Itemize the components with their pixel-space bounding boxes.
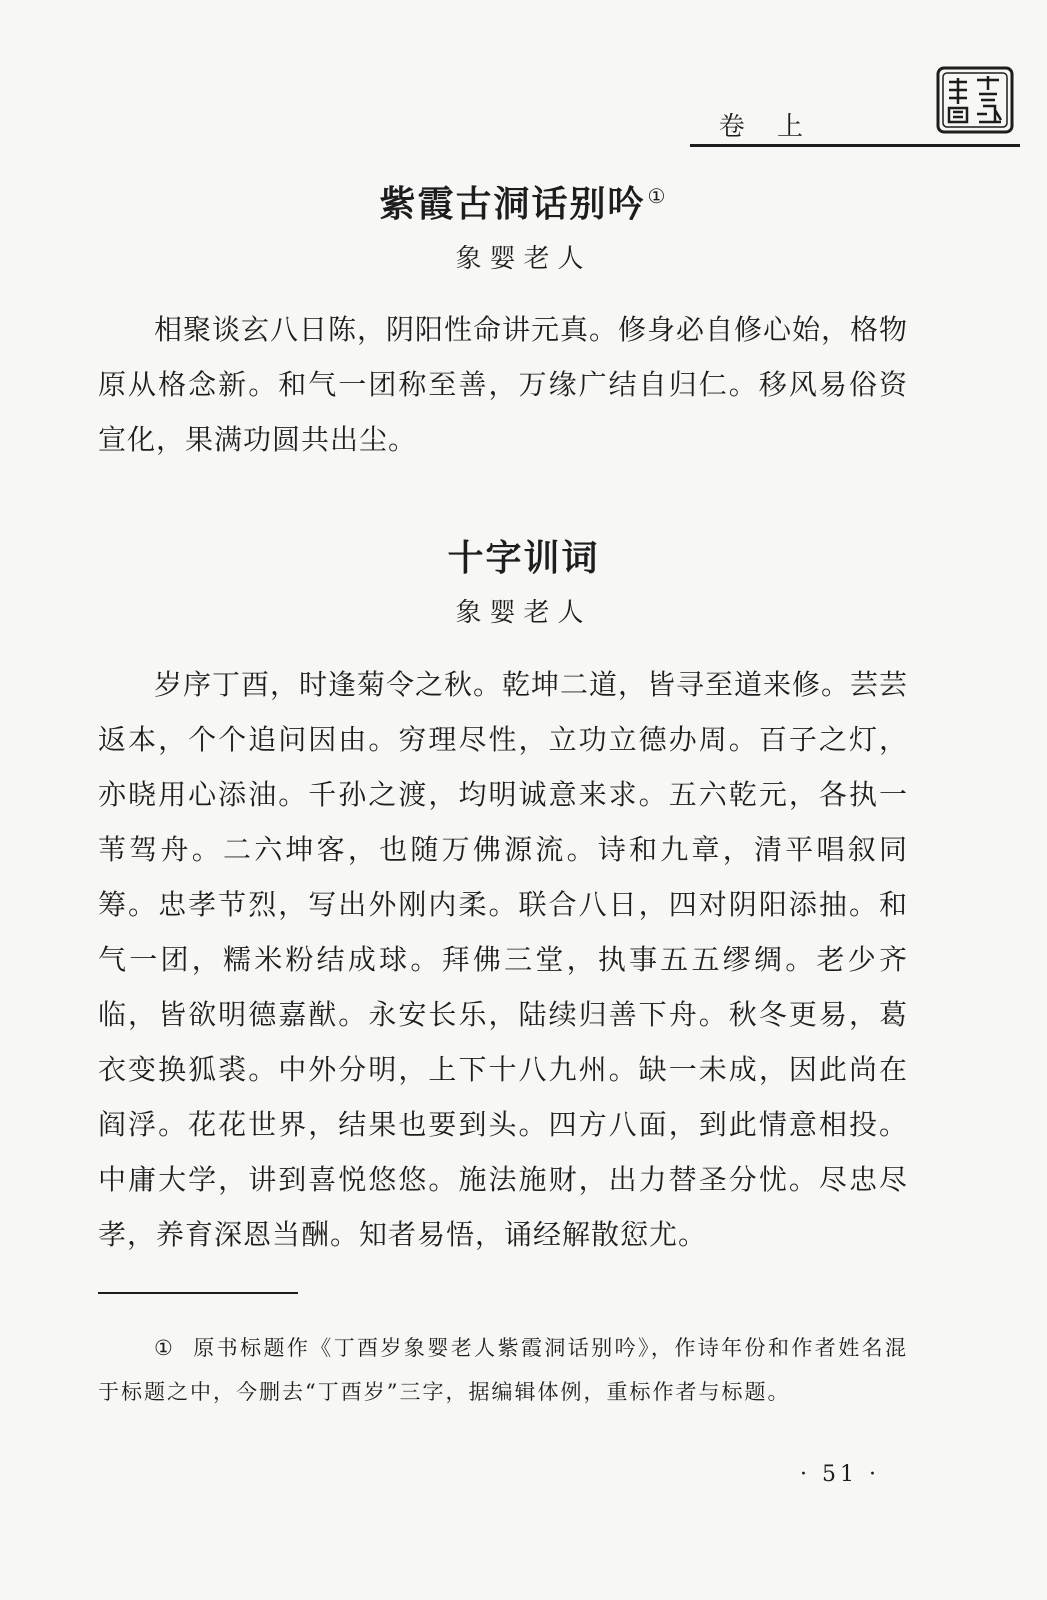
footnote-rule [98, 1292, 298, 1294]
section-author: 象婴老人 [455, 244, 592, 274]
footnote [98, 1326, 908, 1414]
section-author: 象婴老人 [455, 598, 592, 628]
section-title-text: 紫霞古洞话别吟 [379, 183, 646, 225]
running-title: 卷 上 [718, 112, 815, 142]
section-body: 相聚谈玄八日陈，阴阳性命讲元真。修身必自修心始，格物原从格念新。和气一团称至善，万缘广结自归仁。移风易俗资宣化，果满功圆共出尘。 [98, 313, 909, 456]
running-header [690, 100, 915, 152]
footnote-body: 原书标题作《丁酉岁象婴老人紫霞洞话别吟》，作诗年份和作者姓名混于标题之中，今删去“丁酉岁”三字，据编辑体例，重标作者与标题。 [98, 1336, 909, 1404]
footnote-marker: ① [647, 184, 668, 208]
header-rule [690, 144, 1020, 147]
section-title: 十字训词 [447, 537, 600, 579]
page-number: · 51 · [800, 1462, 880, 1487]
seal-stamp-icon [935, 64, 1015, 136]
section-body: 岁序丁酉，时逢菊令之秋。乾坤二道，皆寻至道来修。芸芸返本，个个追问因由。穷理尽性，立功立德办周。百子之灯，亦晓用心添油。千孙之渡，均明诚意来求。五六乾元，各执一苇驾舟。二六坤客，也随万佛源流。诗和九章，清平唱叙同筹。忠孝节烈，写出外刚内柔。联合八日，四对阴阳添抽。和气一团，糯米粉结成球。拜佛三堂，执事五五缪绸。老少齐临，皆欲明德嘉猷。永安长乐，陆续归善下舟。秋冬更易，葛衣变换狐裘。中外分明，上下十八九州。缺一未成，因此尚在阎浮。花花世界，结果也要到头。四方八面，到此情意相投。中庸大学，讲到喜悦悠悠。施法施财，出力替圣分忧。尽忠尽孝，养育深恩当酬。知者易悟，诵经解散愆尤。 [98, 668, 909, 1251]
footnote-number: ① [154, 1336, 176, 1360]
section-title [0, 176, 1047, 227]
